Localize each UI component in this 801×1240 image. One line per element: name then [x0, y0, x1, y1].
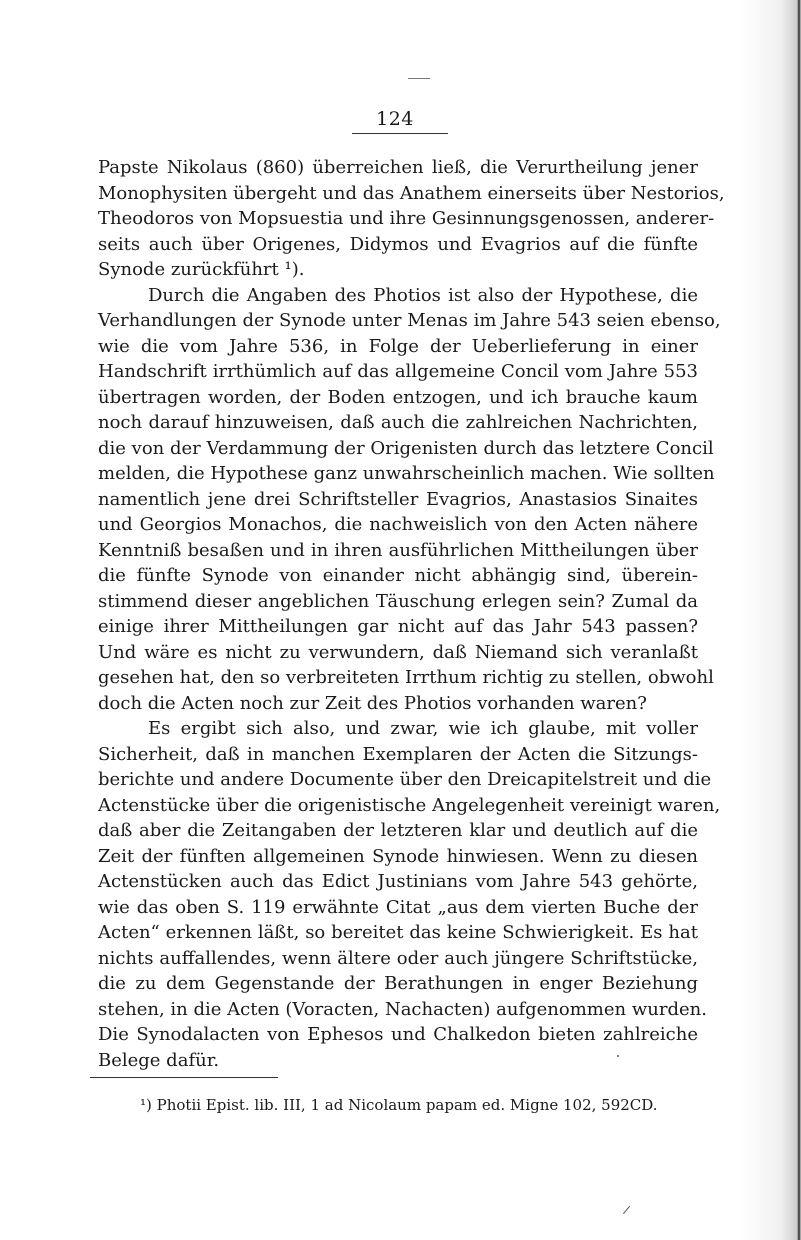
text-line: Actenstücken auch das Edict Justinians vom Jahre 543 gehörte, — [98, 871, 698, 892]
text-line: Papste Nikolaus (860) überreichen ließ, die Verurtheilung jener — [98, 157, 698, 178]
text-line: stimmend dieser angeblichen Täuschung erlegen sein? Zumal da — [98, 590, 698, 612]
text-line: berichte und andere Documente über den Dreicapitelstreit und die — [98, 769, 712, 790]
page-number: 124 — [376, 108, 414, 130]
header-dash — [408, 78, 430, 79]
text-line: wie die vom Jahre 536, in Folge der Ueberlieferung in einer — [98, 335, 698, 357]
text-line: noch darauf hinzuweisen, daß auch die zahlreichen Nachrichten, — [98, 412, 698, 433]
text-line: daß aber die Zeitangaben der letzteren klar und deutlich auf die — [98, 820, 698, 841]
text-line: namentlich jene drei Schriftsteller Evagrios, Anastasios Sinaites — [98, 488, 698, 510]
text-line: wie das oben S. 119 erwähnte Citat „aus dem vierten Buche der — [98, 896, 698, 918]
text-line: Verhandlungen der Synode unter Menas im Jahre 543 seien ebenso, — [98, 310, 721, 331]
text-line: die zu dem Gegenstande der Berathungen in enger Beziehung — [98, 973, 698, 994]
text-line: stehen, in die Acten (Voracten, Nachacten) aufgenommen wurden. — [98, 998, 707, 1020]
text-line: und Georgios Monachos, die nachweislich von den Acten nähere — [98, 514, 698, 535]
text-line: einige ihrer Mittheilungen gar nicht auf das Jahr 543 passen? — [98, 616, 698, 637]
text-line: doch die Acten noch zur Zeit des Photios vorhanden waren? — [98, 692, 647, 714]
text-line: Theodoros von Mopsuestia und ihre Gesinnungsgenossen, anderer- — [98, 208, 715, 229]
text-line: die fünfte Synode von einander nicht abhängig sind, überein- — [98, 565, 698, 586]
scan-speck — [623, 1206, 630, 1214]
text-line: seits auch über Origenes, Didymos und Evagrios auf die fünfte — [98, 233, 698, 255]
text-line: Acten“ erkennen läßt, so bereitet das keine Schwierigkeit. Es hat — [98, 922, 698, 943]
text-line: Durch die Angaben des Photios ist also der Hypothese, die — [148, 284, 698, 306]
text-line: Actenstücke über die origenistische Angelegenheit vereinigt waren, — [98, 794, 721, 816]
text-line: Die Synodalacten von Ephesos und Chalkedon bieten zahlreiche — [98, 1024, 698, 1045]
text-line: die von der Verdammung der Origenisten durch das letztere Concil — [98, 437, 714, 459]
scan-speck — [617, 1055, 619, 1057]
text-line: übertragen worden, der Boden entzogen, und ich brauche kaum — [98, 386, 698, 408]
text-line: nichts auffallendes, wenn ältere oder auch jüngere Schriftstücke, — [98, 947, 698, 969]
text-line: Kenntniß besaßen und in ihren ausführlichen Mittheilungen über — [98, 539, 698, 561]
footnote-rule — [90, 1077, 278, 1078]
text-line: melden, die Hypothese ganz unwahrscheinlich machen. Wie sollten — [98, 463, 715, 484]
text-line: gesehen hat, den so verbreiteten Irrthum richtig zu stellen, obwohl — [98, 667, 714, 688]
text-line: Zeit der fünften allgemeinen Synode hinwiesen. Wenn zu diesen — [98, 845, 698, 867]
text-line: Sicherheit, daß in manchen Exemplaren der Acten die Sitzungs- — [98, 743, 698, 765]
text-line: Es ergibt sich also, und zwar, wie ich glaube, mit voller — [148, 718, 698, 739]
text-line: Belege dafür. — [98, 1049, 220, 1071]
text-line: Synode zurückführt ¹). — [98, 259, 305, 280]
body-text — [98, 155, 725, 1073]
text-line: Monophysiten übergeht und das Anathem einerseits über Nestorios, — [98, 182, 725, 204]
text-line: Und wäre es nicht zu verwundern, daß Niemand sich veranlaßt — [98, 641, 698, 663]
page-number-rule — [352, 133, 448, 134]
text-line: Handschrift irrthümlich auf das allgemeine Concil vom Jahre 553 — [98, 361, 698, 382]
footnote: ¹) Photii Epist. lib. III, 1 ad Nicolaum papam ed. Migne 102, 592CD. — [140, 1096, 658, 1114]
scan-page-edge — [741, 0, 801, 1240]
